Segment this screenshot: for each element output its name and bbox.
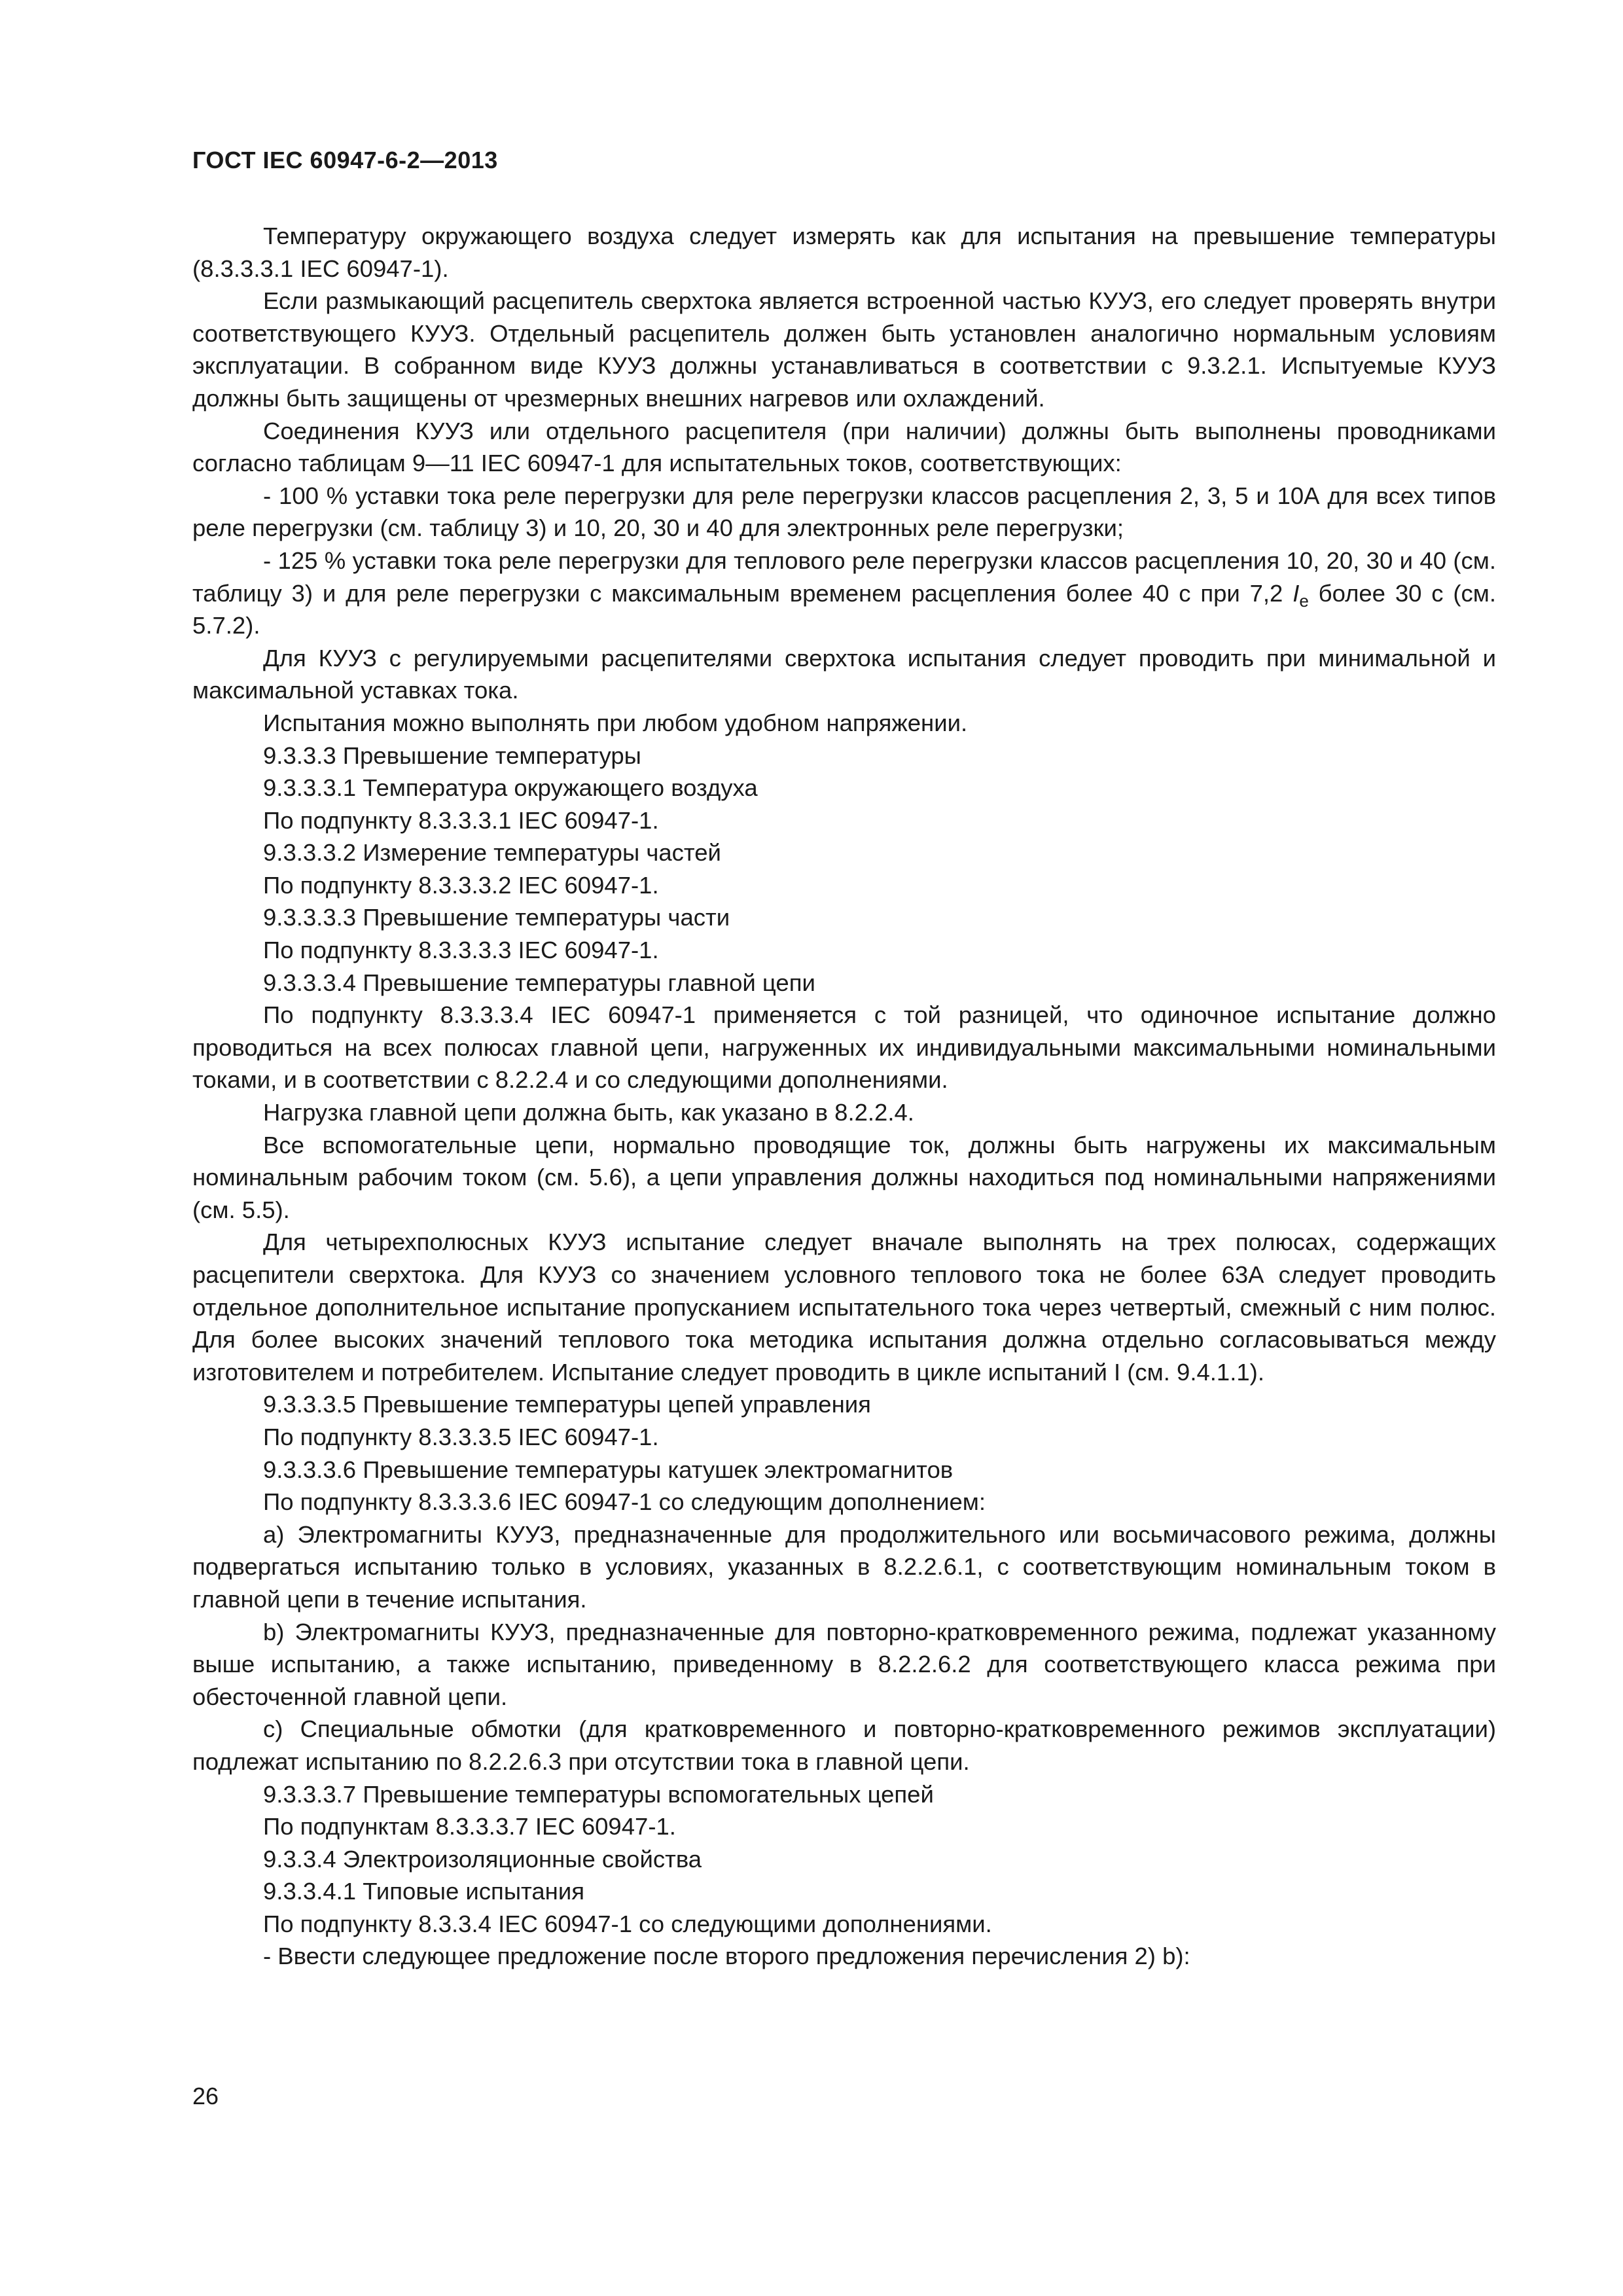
paragraph: По подпункту 8.3.3.3.4 IEC 60947-1 применяется с той разницей, что одиночное испытание должно проводиться на всех полюсах главной цепи, нагруженных их индивидуальными максимальными номинальными токами, и в соответствии с 8.2.2.4 и со следующими дополнениями. — [192, 1001, 1496, 1094]
paragraph: Соединения КУУЗ или отдельного расцепителя (при наличии) должны быть выполнены проводниками согласно таблицам 9—11 IEC 60947-1 для испытательных токов, соответствующих: — [192, 417, 1496, 477]
list-item: b) Электромагниты КУУЗ, предназначенные для повторно-кратковременного режима, подлежат указанному выше испытанию, а также испытанию, приведенному в 8.2.2.6.2 для соответствующего класса режима при обесточенной главной цепи. — [192, 1618, 1496, 1710]
paragraph: Испытания можно выполнять при любом удобном напряжении. — [263, 709, 968, 736]
list-item: с) Специальные обмотки (для кратковременного и повторно-кратковременного режимов эксплуатации) подлежат испытанию по 8.2.2.6.3 при отсутствии тока в главной цепи. — [192, 1715, 1496, 1775]
paragraph: По подпунктам 8.3.3.3.7 IEC 60947-1. — [263, 1813, 676, 1840]
paragraph: Температуру окружающего воздуха следует измерять как для испытания на превышение температуры (8.3.3.3.1 IEC 60947-1). — [192, 223, 1496, 282]
section-heading: 9.3.3.4.1 Типовые испытания — [263, 1878, 584, 1905]
paragraph: По подпункту 8.3.3.3.5 IEC 60947-1. — [263, 1423, 659, 1450]
current-symbol: I — [1293, 579, 1300, 607]
list-item: - 100 % уставки тока реле перегрузки для реле перегрузки классов расцепления 2, 3, 5 и 10А для всех типов реле перегрузки (см. таблицу 3) и 10, 20, 30 и 40 для электронных реле перегрузки; — [192, 482, 1496, 542]
section-heading: 9.3.3.3.4 Превышение температуры главной цепи — [263, 969, 815, 996]
document-body — [192, 220, 1496, 1973]
section-heading: 9.3.3.3.5 Превышение температуры цепей управления — [263, 1391, 871, 1418]
section-heading: 9.3.3.4 Электроизоляционные свойства — [263, 1845, 702, 1873]
current-subscript: e — [1299, 590, 1309, 611]
page-number: 26 — [192, 2083, 219, 2109]
paragraph: По подпункту 8.3.3.3.3 IEC 60947-1. — [263, 937, 659, 964]
list-item-text: - 125 % уставки тока реле перегрузки для теплового реле перегрузки классов расцепления 10, 20, 30 и 40 (см. таблицу 3) и для реле перегрузки с максимальным временем расцепления более 40 с при 7,2 — [192, 547, 1496, 607]
list-item-text: более 30 с (см. 5.7.2). — [192, 579, 1497, 639]
paragraph: Для четырехполюсных КУУЗ испытание следует вначале выполнять на трех полюсах, содержащих расцепители сверхтока. Для КУУЗ со значением условного теплового тока не более 63А следует проводить отдельное дополнительное испытание пропусканием испытательного тока через четвертый, смежный с ним полюс. Для более высоких значений теплового тока методика испытания должна отдельно согласовываться между изготовителем и потребителем. Испытание следует проводить в цикле испытаний I (см. 9.4.1.1). — [192, 1229, 1496, 1386]
section-heading: 9.3.3.3 Превышение температуры — [263, 742, 641, 769]
paragraph: По подпункту 8.3.3.3.1 IEC 60947-1. — [263, 806, 659, 834]
paragraph: Для КУУЗ с регулируемыми расцепителями сверхтока испытания следует проводить при минимальной и максимальной уставках тока. — [192, 644, 1496, 704]
list-item — [192, 545, 1496, 642]
paragraph: По подпункту 8.3.3.3.6 IEC 60947-1 со следующим дополнением: — [263, 1488, 986, 1516]
list-item: - Ввести следующее предложение после второго предложения перечисления 2) b): — [263, 1943, 1190, 1970]
section-heading: 9.3.3.3.1 Температура окружающего воздуха — [263, 774, 758, 802]
paragraph: Все вспомогательные цепи, нормально проводящие ток, должны быть нагружены их максимальным номинальным рабочим током (см. 5.6), а цепи управления должны находиться под номинальными напряжениями (см. 5.5). — [192, 1131, 1496, 1223]
paragraph: По подпункту 8.3.3.4 IEC 60947-1 со следующими дополнениями. — [263, 1910, 992, 1937]
paragraph: По подпункту 8.3.3.3.2 IEC 60947-1. — [263, 871, 659, 899]
section-heading: 9.3.3.3.2 Измерение температуры частей — [263, 839, 721, 867]
paragraph: Нагрузка главной цепи должна быть, как указано в 8.2.2.4. — [263, 1099, 914, 1126]
section-heading: 9.3.3.3.3 Превышение температуры части — [263, 904, 730, 931]
section-heading: 9.3.3.3.7 Превышение температуры вспомогательных цепей — [263, 1780, 934, 1808]
document-header: ГОСТ IEC 60947-6-2—2013 — [192, 147, 498, 173]
list-item: а) Электромагниты КУУЗ, предназначенные для продолжительного или восьмичасового режима, должны подвергаться испытанию только в условиях, указанных в 8.2.2.6.1, с соответствующим номинальным током в главной цепи в течение испытания. — [192, 1520, 1496, 1613]
section-heading: 9.3.3.3.6 Превышение температуры катушек электромагнитов — [263, 1456, 954, 1483]
paragraph: Если размыкающий расцепитель сверхтока является встроенной частью КУУЗ, его следует проверять внутри соответствующего КУУЗ. Отдельный расцепитель должен быть установлен аналогично нормальным условиям эксплуатации. В собранном виде КУУЗ должны устанавливаться в соответствии с 9.3.2.1. Испытуемые КУУЗ должны быть защищены от чрезмерных внешних нагревов или охлаждений. — [192, 287, 1496, 412]
